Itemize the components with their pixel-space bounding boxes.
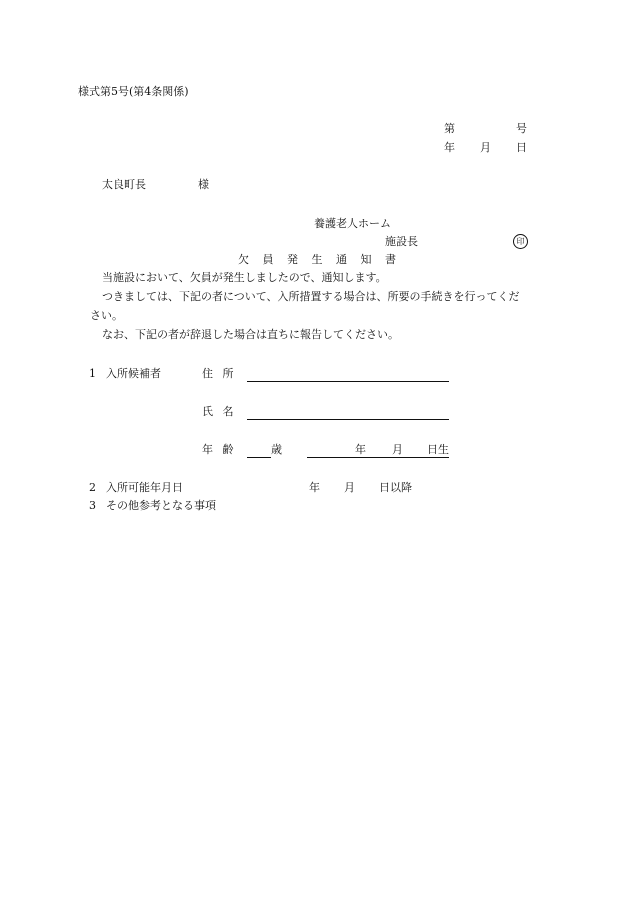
sender-facility: 養護老人ホーム [314,217,391,230]
name-line[interactable] [247,419,449,420]
date-day: 日 [516,141,527,154]
item-1-label: 入所候補者 [106,367,161,380]
item-3-number: 3 [89,499,96,512]
body-line-2: つきましては、下記の者について、入所措置する場合は、所要の手続きを行ってくだ [102,290,520,303]
item-2-number: 2 [89,481,96,494]
number-suffix: 号 [516,122,527,135]
item-2-label: 入所可能年月日 [106,481,183,494]
document-title: 欠 員 発 生 通 知 書 [238,253,396,266]
birth-month: 月 [392,443,403,456]
item-3-label: その他参考となる事項 [106,499,216,512]
item-1-number: 1 [89,367,96,380]
address-label: 住 所 [202,367,234,380]
body-line-2-continued: さい。 [90,309,123,322]
birth-year: 年 [355,443,366,456]
age-line[interactable] [247,457,271,458]
birthdate-line[interactable] [307,457,449,458]
age-label: 年 齢 [202,443,234,456]
seal-mark: 印 [513,234,528,249]
available-month: 月 [344,481,355,494]
addressee-name: 太良町長 [102,178,146,191]
birth-day-suffix: 日生 [427,443,449,456]
date-year: 年 [444,141,455,154]
body-line-3: なお、下記の者が辞退した場合は直ちに報告してください。 [102,328,399,341]
age-unit: 歳 [271,443,282,456]
available-day-suffix: 日以降 [379,481,412,494]
name-label: 氏 名 [202,405,234,418]
addressee-honorific: 様 [198,178,209,191]
number-prefix: 第 [444,122,455,135]
date-month: 月 [480,141,491,154]
body-line-1: 当施設において、欠員が発生しましたので、通知します。 [102,271,387,284]
available-year: 年 [309,481,320,494]
sender-title: 施設長 [385,235,418,248]
address-line[interactable] [247,381,449,382]
form-number: 様式第5号(第4条関係) [78,85,189,98]
